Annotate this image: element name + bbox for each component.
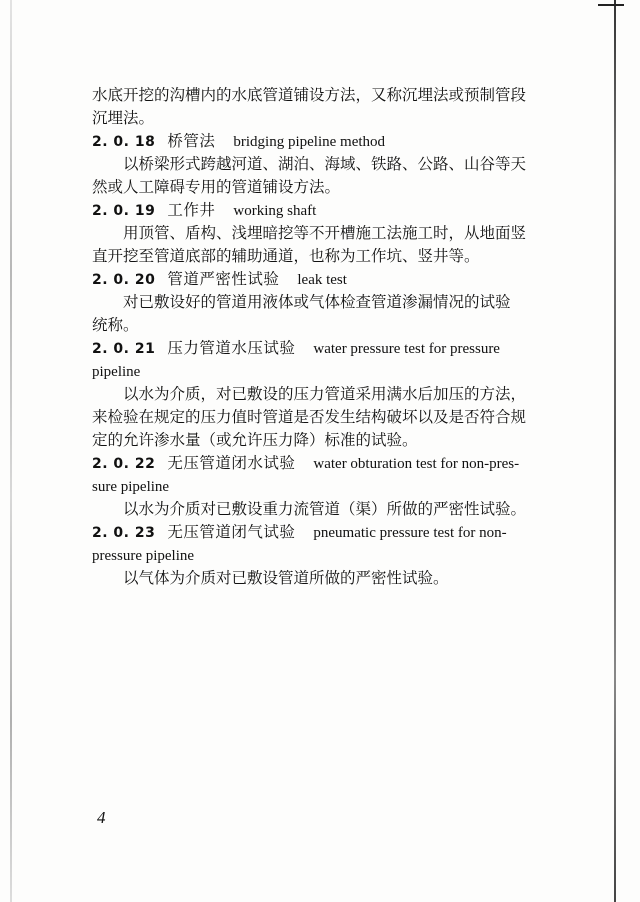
- definition-line: 以水为介质，对已敷设的压力管道采用满水后加压的方法，: [123, 385, 527, 403]
- term-chinese: 压力管道水压试验: [167, 339, 296, 357]
- definition-line: 以桥梁形式跨越河道、湖泊、海域、铁路、公路、山谷等天: [123, 155, 527, 173]
- term-english-continuation: [92, 544, 542, 567]
- term-heading: [92, 268, 542, 291]
- term-heading: [92, 130, 542, 153]
- term-english: sure pipeline: [92, 479, 170, 495]
- term-heading: [92, 521, 542, 544]
- term-chinese: 无压管道闭水试验: [167, 454, 296, 472]
- term-english: leak test: [297, 272, 347, 288]
- scan-edge-top: [598, 4, 624, 6]
- term-english-continuation: [92, 360, 542, 383]
- definition-line: 来检验在规定的压力值时管道是否发生结构破坏以及是否符合规: [92, 408, 527, 426]
- term-english: pressure pipeline: [92, 548, 195, 564]
- definition-line: 以水为介质对已敷设重力流管道（渠）所做的严密性试验。: [123, 500, 527, 518]
- term-english: water pressure test for pressure: [313, 341, 500, 357]
- term-heading: [92, 337, 542, 360]
- definition-line: 然或人工障碍专用的管道铺设方法。: [92, 178, 341, 196]
- term-number: 2. 0. 21: [92, 341, 156, 357]
- definition-line: 直开挖至管道底部的辅助通道，也称为工作坑、竖井等。: [92, 247, 480, 265]
- term-english: water obturation test for non-pres-: [313, 456, 520, 472]
- term-chinese: 无压管道闭气试验: [167, 523, 296, 541]
- scan-edge-left: [10, 0, 12, 902]
- definition-line: 以气体为介质对已敷设管道所做的严密性试验。: [123, 569, 449, 587]
- term-english: bridging pipeline method: [233, 134, 386, 150]
- paragraph-line: 沉埋法。: [92, 109, 155, 127]
- definition-line: 统称。: [92, 316, 139, 334]
- term-english: pneumatic pressure test for non-: [313, 525, 507, 541]
- definition-line: 用顶管、盾构、浅埋暗挖等不开槽施工法施工时，从地面竖: [123, 224, 527, 242]
- paragraph-line: 水底开挖的沟槽内的水底管道铺设方法，又称沉埋法或预制管段: [92, 86, 527, 104]
- term-number: 2. 0. 20: [92, 272, 156, 288]
- definition-line: 定的允许渗水量（或允许压力降）标准的试验。: [92, 431, 418, 449]
- definition-line: 对已敷设好的管道用液体或气体检查管道渗漏情况的试验: [123, 293, 511, 311]
- term-chinese: 桥管法: [167, 132, 216, 150]
- term-number: 2. 0. 23: [92, 525, 156, 541]
- term-chinese: 管道严密性试验: [167, 270, 280, 288]
- term-heading: [92, 452, 542, 475]
- term-english-continuation: [92, 475, 542, 498]
- term-chinese: 工作井: [167, 201, 216, 219]
- page-number: 4: [97, 808, 106, 827]
- term-english: pipeline: [92, 364, 141, 380]
- scan-edge-right: [614, 0, 616, 902]
- term-heading: [92, 199, 542, 222]
- term-english: working shaft: [233, 203, 317, 219]
- page-content: [92, 84, 542, 590]
- term-number: 2. 0. 22: [92, 456, 156, 472]
- term-number: 2. 0. 18: [92, 134, 156, 150]
- term-number: 2. 0. 19: [92, 203, 156, 219]
